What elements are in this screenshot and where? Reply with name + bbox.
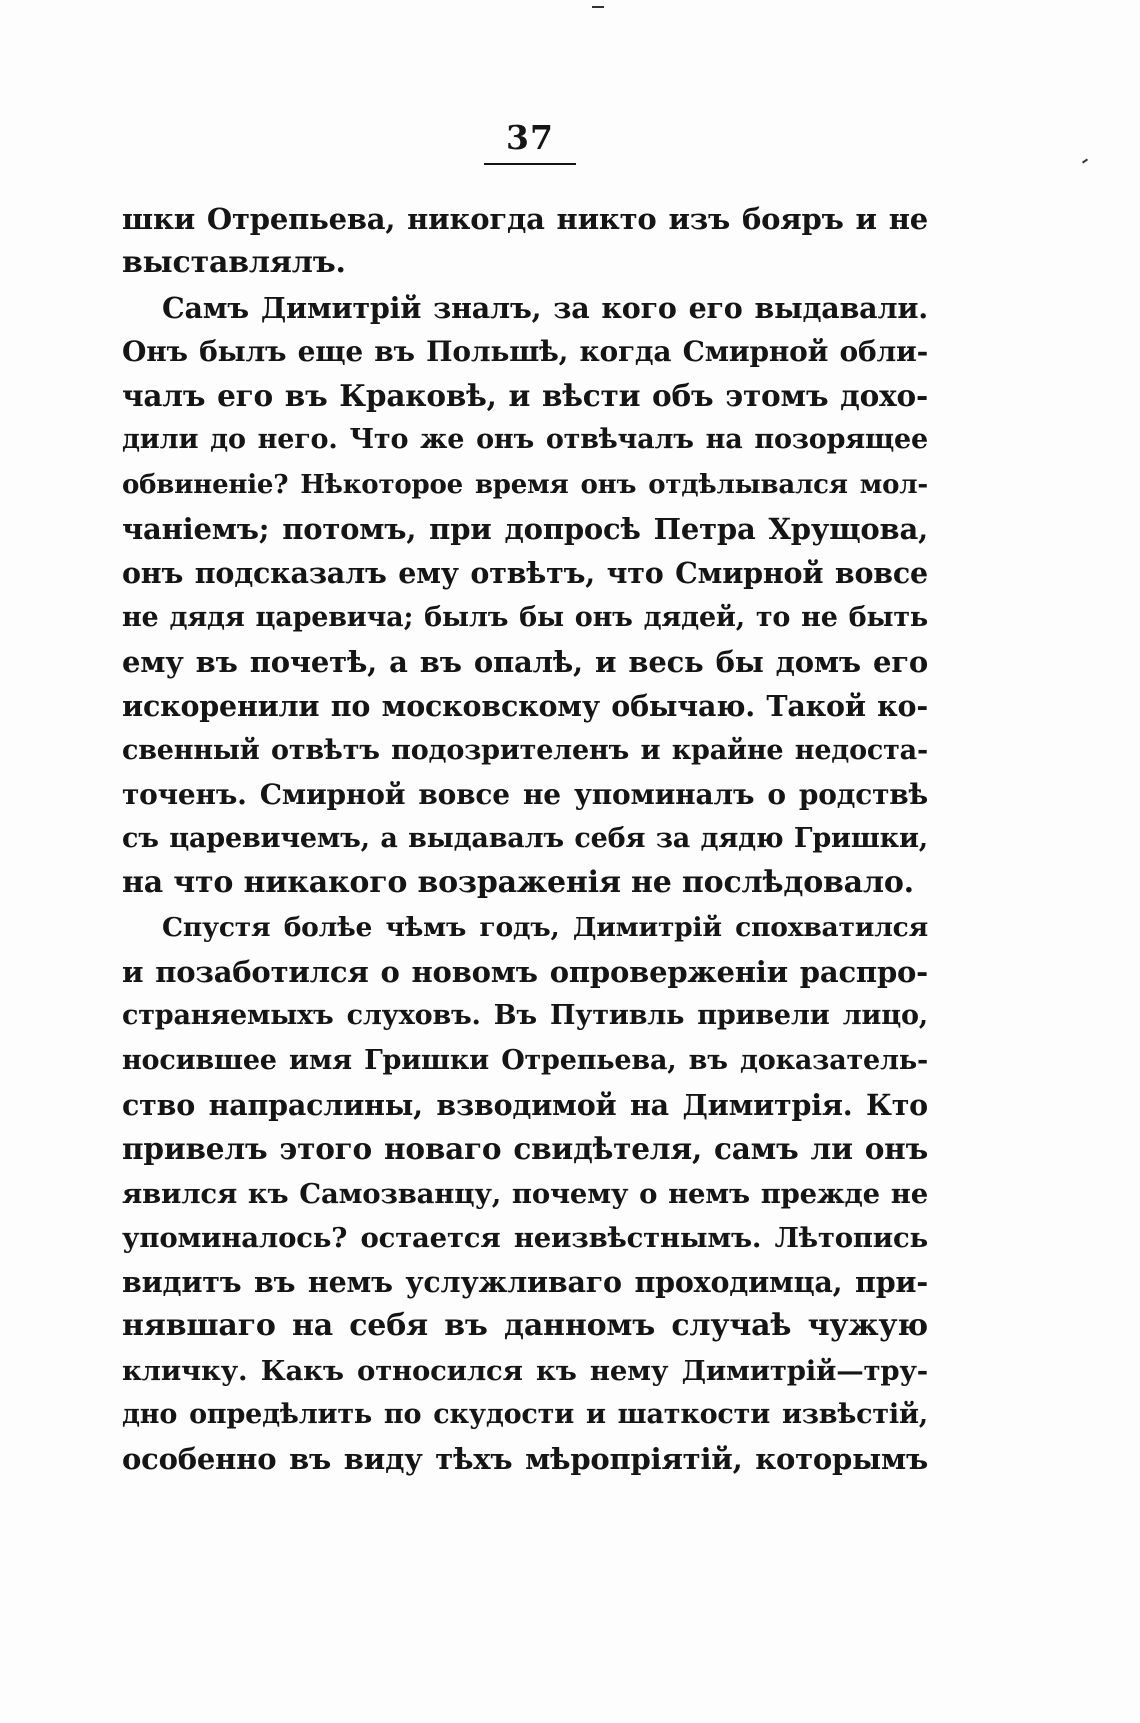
text-line: искоренили по московскому обычаю. Такой ко- xyxy=(122,689,928,724)
page-number: 37 xyxy=(506,118,554,157)
text-line: онъ подсказалъ ему отвѣтъ, что Смирной вовсе xyxy=(122,556,928,591)
text-line: Онъ былъ еще въ Польшѣ, когда Смирной обли- xyxy=(122,334,928,368)
scan-speck xyxy=(592,6,604,8)
text-line: упоминалось? остается неизвѣстнымъ. Лѣтопись xyxy=(122,1221,928,1254)
text-line: чаніемъ; потомъ, при допросѣ Петра Хрущова, xyxy=(122,512,928,547)
text-line: носившее имя Гришки Отрепьева, въ доказатель- xyxy=(122,1044,928,1076)
text-line: ство напраслины, взводимой на Димитрія. Кто xyxy=(122,1087,928,1122)
text-line: точенъ. Смирной вовсе не упоминалъ о родствѣ xyxy=(122,777,928,811)
text-line: явился къ Самозванцу, почему о немъ прежде не xyxy=(122,1177,928,1210)
text-line: обвиненіе? Нѣкоторое время онъ отдѣлывался мол- xyxy=(122,469,928,500)
text-line: Спустя болѣе чѣмъ годъ, Димитрій спохватился xyxy=(162,911,928,943)
text-line: особенно въ виду тѣхъ мѣропріятій, которымъ xyxy=(122,1442,928,1477)
text-line: чалъ его въ Краковѣ, и вѣсти объ этомъ дохо- xyxy=(122,378,928,414)
text-line: на что никакого возраженія не послѣдовало. xyxy=(122,865,914,901)
text-line: кличку. Какъ относился къ нему Димитрій—тру- xyxy=(122,1354,928,1387)
text-line: выставлялъ. xyxy=(122,245,346,281)
text-line: ему въ почетѣ, а въ опалѣ, и весь бы домъ его xyxy=(122,644,928,679)
text-line: дно опредѣлить по скудости и шаткости извѣстій, xyxy=(122,1399,928,1431)
text-line: видитъ въ немъ услужливаго проходимца, при- xyxy=(122,1265,928,1300)
body-text xyxy=(122,197,928,1482)
text-line: нявшаго на себя въ данномъ случаѣ чужую xyxy=(122,1308,928,1344)
text-line: Самъ Димитрій зналъ, за кого его выдавали. xyxy=(162,290,928,325)
text-line: шки Отрепьева, никогда никто изъ бояръ и не xyxy=(122,202,928,236)
page-number-rule xyxy=(484,163,576,165)
text-line: съ царевичемъ, а выдавалъ себя за дядю Гришки, xyxy=(122,823,928,855)
text-line: страняемыхъ слуховъ. Въ Путивль привели лицо, xyxy=(122,1000,928,1032)
text-line: не дядя царевича; былъ бы онъ дядей, то не быть xyxy=(122,601,928,633)
text-line: свенный отвѣтъ подозрителенъ и крайне недоста- xyxy=(122,734,928,766)
text-line: и позаботился о новомъ опроверженіи распро- xyxy=(122,955,928,990)
scan-speck xyxy=(1082,158,1088,163)
text-line: дили до него. Что же онъ отвѣчалъ на позорящее xyxy=(122,424,928,456)
text-line: привелъ этого новаго свидѣтеля, самъ ли онъ xyxy=(122,1131,928,1167)
